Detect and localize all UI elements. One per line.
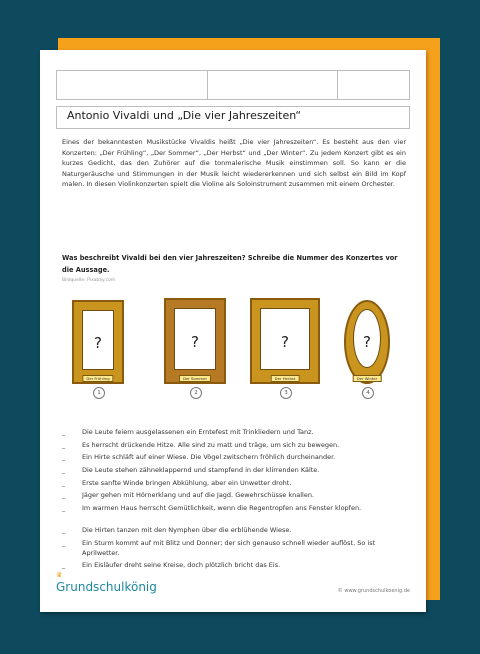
frame-name-plate: Der Sommer [179, 375, 211, 382]
answer-blank[interactable]: _ [62, 440, 66, 449]
answer-blank[interactable]: _ [62, 491, 66, 500]
worksheet-page [40, 50, 426, 612]
statement-text: Die Leute feiern ausgelassenen ein Erntefest mit Trinkliedern und Tanz. [82, 428, 314, 436]
frame-canvas [260, 308, 310, 370]
statement-item [62, 538, 406, 560]
statement-text: Ein Eisläufer dreht seine Kreise, doch plötzlich bricht das Eis. [82, 560, 281, 569]
statement-text: Es herrscht drückende Hitze. Alle sind zu matt und träge, um sich zu bewegen. [82, 440, 340, 449]
frame-canvas [353, 309, 381, 368]
statement-item [62, 525, 406, 538]
question-mark: ? [281, 333, 289, 351]
answer-blank[interactable]: _ [62, 504, 66, 513]
answer-blank[interactable]: _ [62, 466, 66, 475]
statement-list [62, 427, 406, 573]
statement-item [62, 490, 406, 503]
copyright-notice: © www.grundschulkoenig.de [337, 588, 410, 594]
statement-text: Jäger gehen mit Hörnerklang und auf die Jagd. Gewehrschüsse knallen. [82, 491, 315, 500]
statement-item [62, 440, 406, 453]
frame-number: 2 [190, 387, 202, 399]
statement-item [62, 503, 406, 525]
worksheet-title: Antonio Vivaldi und „Die vier Jahreszeiten“ [67, 109, 302, 122]
frame-canvas [82, 310, 114, 370]
picture-frame-2 [164, 298, 226, 384]
answer-blank[interactable]: _ [62, 560, 66, 569]
frame-name-plate: Der Winter [353, 375, 382, 382]
statement-item [62, 452, 406, 465]
header-divider [337, 71, 338, 99]
header-divider [207, 71, 208, 99]
frame-number: 4 [362, 387, 374, 399]
statement-item [62, 465, 406, 478]
statement-text: Ein Hirte schläft auf einer Wiese. Die Vögel zwitschern fröhlich durcheinander. [82, 453, 336, 462]
task-question: Was beschreibt Vivaldi bei den vier Jahreszeiten? Schreibe die Nummer des Konzertes vor die Aussage. [62, 254, 398, 274]
answer-blank[interactable]: _ [62, 453, 66, 462]
grundschulkoenig-logo [56, 571, 157, 594]
intro-paragraph: Eines der bekanntesten Musikstücke Vivaldis heißt „Die vier Jahreszeiten“. Es besteht aus den vier Konzerten: „Der Frühling“, „Der Sommer“, „Der Herbst“ und „Der Winter“. Zu jedem Konzert gibt es ein kurzes Gedicht, das den Zuhörer auf die tonmalerische Musik einstimmen soll. So kann er die Naturgeräusche und Stimmungen in der Musik leicht wiedererkennen und sich selbst ein Bild im Kopf malen. In diesen Violinkonzerten spielt die Violine als Soloinstrument zusammen mit einem Orchester. [62, 138, 406, 189]
logo-text: Grundschulkönig [56, 580, 157, 594]
crown-icon: ♛ [56, 571, 63, 579]
image-credit: Bildquelle: Pixabay.com [62, 278, 116, 283]
answer-blank[interactable]: _ [62, 538, 66, 547]
question-mark: ? [191, 333, 199, 351]
answer-blank[interactable]: _ [62, 428, 66, 436]
statement-text: Die Leute stehen zähneklappernd und stampfend in der klirrenden Kälte. [82, 466, 320, 475]
answer-blank[interactable]: _ [62, 478, 66, 487]
statement-text: Erste sanfte Winde bringen Abkühlung, aber ein Unwetter droht. [82, 478, 292, 487]
frame-number: 1 [93, 387, 105, 399]
question-mark: ? [94, 334, 102, 353]
picture-frame-4 [344, 300, 390, 384]
statement-item [62, 478, 406, 491]
picture-frame-3 [250, 298, 320, 384]
statement-text: Im warmen Haus herrscht Gemütlichkeit, wenn die Regentropfen ans Fenster klopfen. [82, 504, 362, 513]
statement-text: Die Hirten tanzen mit den Nymphen über die erblühende Wiese. [82, 526, 292, 535]
name-date-header-box [56, 70, 410, 100]
statement-text: Ein Sturm kommt auf mit Blitz und Donner; der sich genauso schnell wieder auflöst. So ist Aprilwetter. [82, 538, 376, 557]
statement-item [62, 427, 406, 440]
picture-frame-1 [72, 300, 124, 384]
frame-name-plate: Der Herbst [271, 375, 300, 382]
frame-number: 3 [280, 387, 292, 399]
title-box [56, 106, 410, 129]
question-mark: ? [363, 332, 371, 351]
answer-blank[interactable]: _ [62, 526, 66, 535]
frame-name-plate: Der Frühling [82, 375, 113, 382]
statement-item [62, 560, 406, 573]
frame-canvas [174, 308, 216, 370]
